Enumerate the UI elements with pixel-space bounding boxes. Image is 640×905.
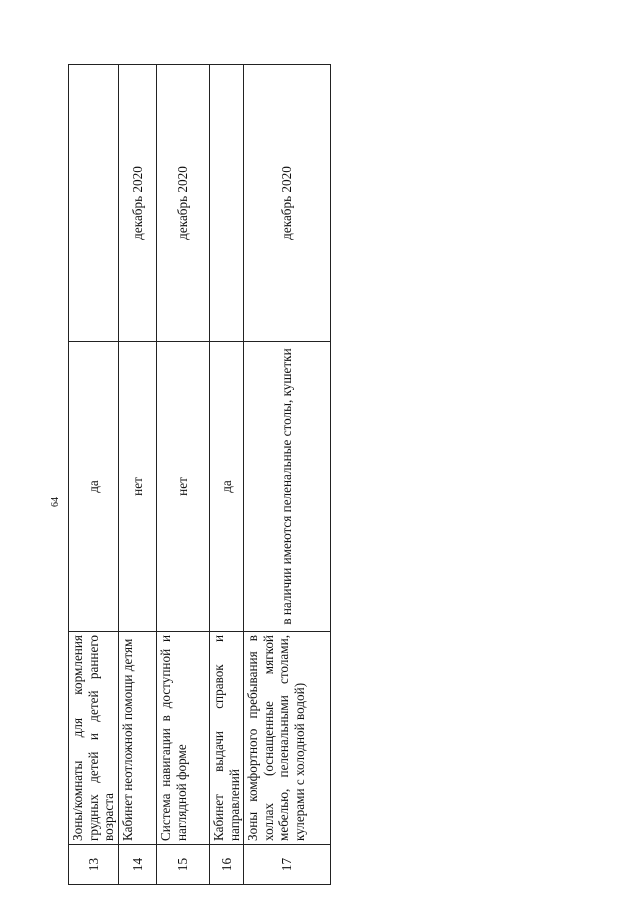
row-number: 17 (244, 845, 331, 885)
row-value: в наличии имеются пеленальные столы, кушетки (244, 342, 331, 632)
table-row (210, 65, 244, 885)
equipment-table (68, 64, 331, 885)
row-value: да (69, 342, 119, 632)
row-name: Зоны/комнаты для кормления грудных детей и детей раннего возраста (69, 632, 119, 845)
table-wrapper (68, 65, 330, 885)
table-row (244, 65, 331, 885)
row-name: Система навигации в доступной и наглядной форме (157, 632, 210, 845)
row-value: нет (157, 342, 210, 632)
row-date: декабрь 2020 (119, 65, 157, 342)
table-row (69, 65, 119, 885)
row-name: Зоны комфортного пребывания в холлах (оснащенные мягкой мебелью, пеленальными столами, кулерами с холодной водой) (244, 632, 331, 845)
row-value: да (210, 342, 244, 632)
row-number: 13 (69, 845, 119, 885)
row-date (210, 65, 244, 342)
table-row (119, 65, 157, 885)
row-number: 15 (157, 845, 210, 885)
row-date: декабрь 2020 (244, 65, 331, 342)
table-row (157, 65, 210, 885)
row-name: Кабинет выдачи справок и направлений (210, 632, 244, 845)
row-name: Кабинет неотложной помощи детям (119, 632, 157, 845)
row-date (69, 65, 119, 342)
row-number: 16 (210, 845, 244, 885)
page-number: 64 (50, 497, 61, 507)
row-date: декабрь 2020 (157, 65, 210, 342)
row-value: нет (119, 342, 157, 632)
rotated-table-container (68, 65, 330, 885)
row-number: 14 (119, 845, 157, 885)
